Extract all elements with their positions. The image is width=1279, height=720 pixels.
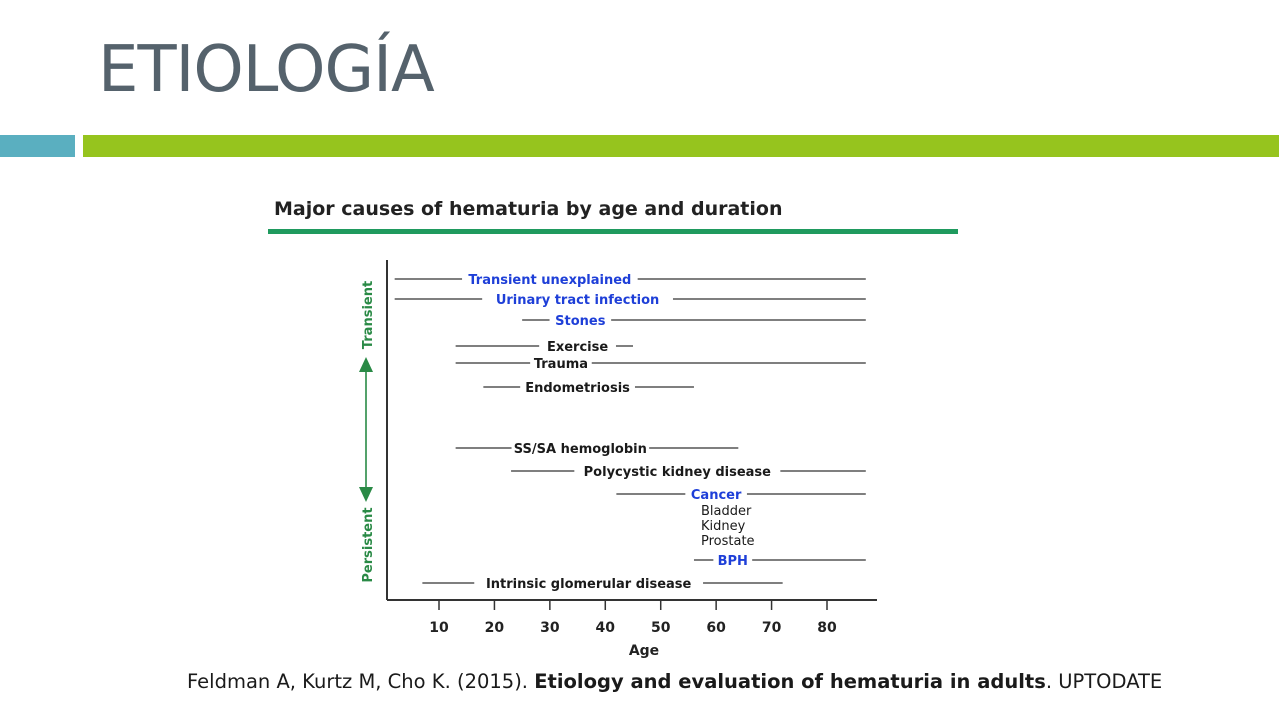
- citation: [187, 670, 1162, 693]
- hematuria-chart: [260, 185, 980, 665]
- x-tick-label: 80: [817, 620, 837, 636]
- title-rule: [268, 229, 958, 234]
- citation-title: Etiology and evaluation of hematuria in adults: [534, 670, 1046, 693]
- range-label: Polycystic kidney disease: [583, 465, 772, 480]
- cancer-subtype-label: Bladder: [701, 504, 752, 519]
- x-tick-label: 60: [706, 620, 726, 636]
- duration-arrow-down: [359, 487, 373, 502]
- x-tick-label: 20: [484, 620, 505, 636]
- range-label: Exercise: [546, 340, 609, 355]
- range-label: Stones: [555, 314, 606, 329]
- slide-title: ETIOLOGÍA: [98, 33, 434, 107]
- range-label: Intrinsic glomerular disease: [485, 577, 692, 592]
- range-label: Urinary tract infection: [495, 293, 660, 308]
- range-label: Trauma: [533, 357, 589, 372]
- range-label: Endometriosis: [525, 381, 630, 396]
- y-label-transient: Transient: [361, 280, 376, 350]
- range-label: Transient unexplained: [468, 273, 632, 288]
- range-label: BPH: [717, 554, 748, 569]
- cancer-subtype-label: Kidney: [701, 519, 746, 534]
- x-tick-label: 10: [429, 620, 449, 636]
- accent-bar-green: [83, 135, 1279, 157]
- cancer-subtype-label: Prostate: [701, 534, 755, 549]
- citation-authors: Feldman A, Kurtz M, Cho K. (2015).: [187, 670, 535, 693]
- chart-title: Major causes of hematuria by age and duration: [274, 198, 783, 220]
- duration-arrow-up: [359, 357, 373, 372]
- x-tick-label: 30: [540, 620, 560, 636]
- range-label: SS/SA hemoglobin: [513, 442, 647, 457]
- y-label-persistent: Persistent: [361, 507, 376, 583]
- range-label: Cancer: [690, 488, 742, 503]
- accent-bar-teal: [0, 135, 75, 157]
- x-tick-label: 40: [595, 620, 616, 636]
- x-tick-label: 70: [761, 620, 782, 636]
- citation-source: . UPTODATE: [1045, 670, 1163, 693]
- x-axis-label: Age: [628, 643, 660, 659]
- x-tick-label: 50: [650, 620, 671, 636]
